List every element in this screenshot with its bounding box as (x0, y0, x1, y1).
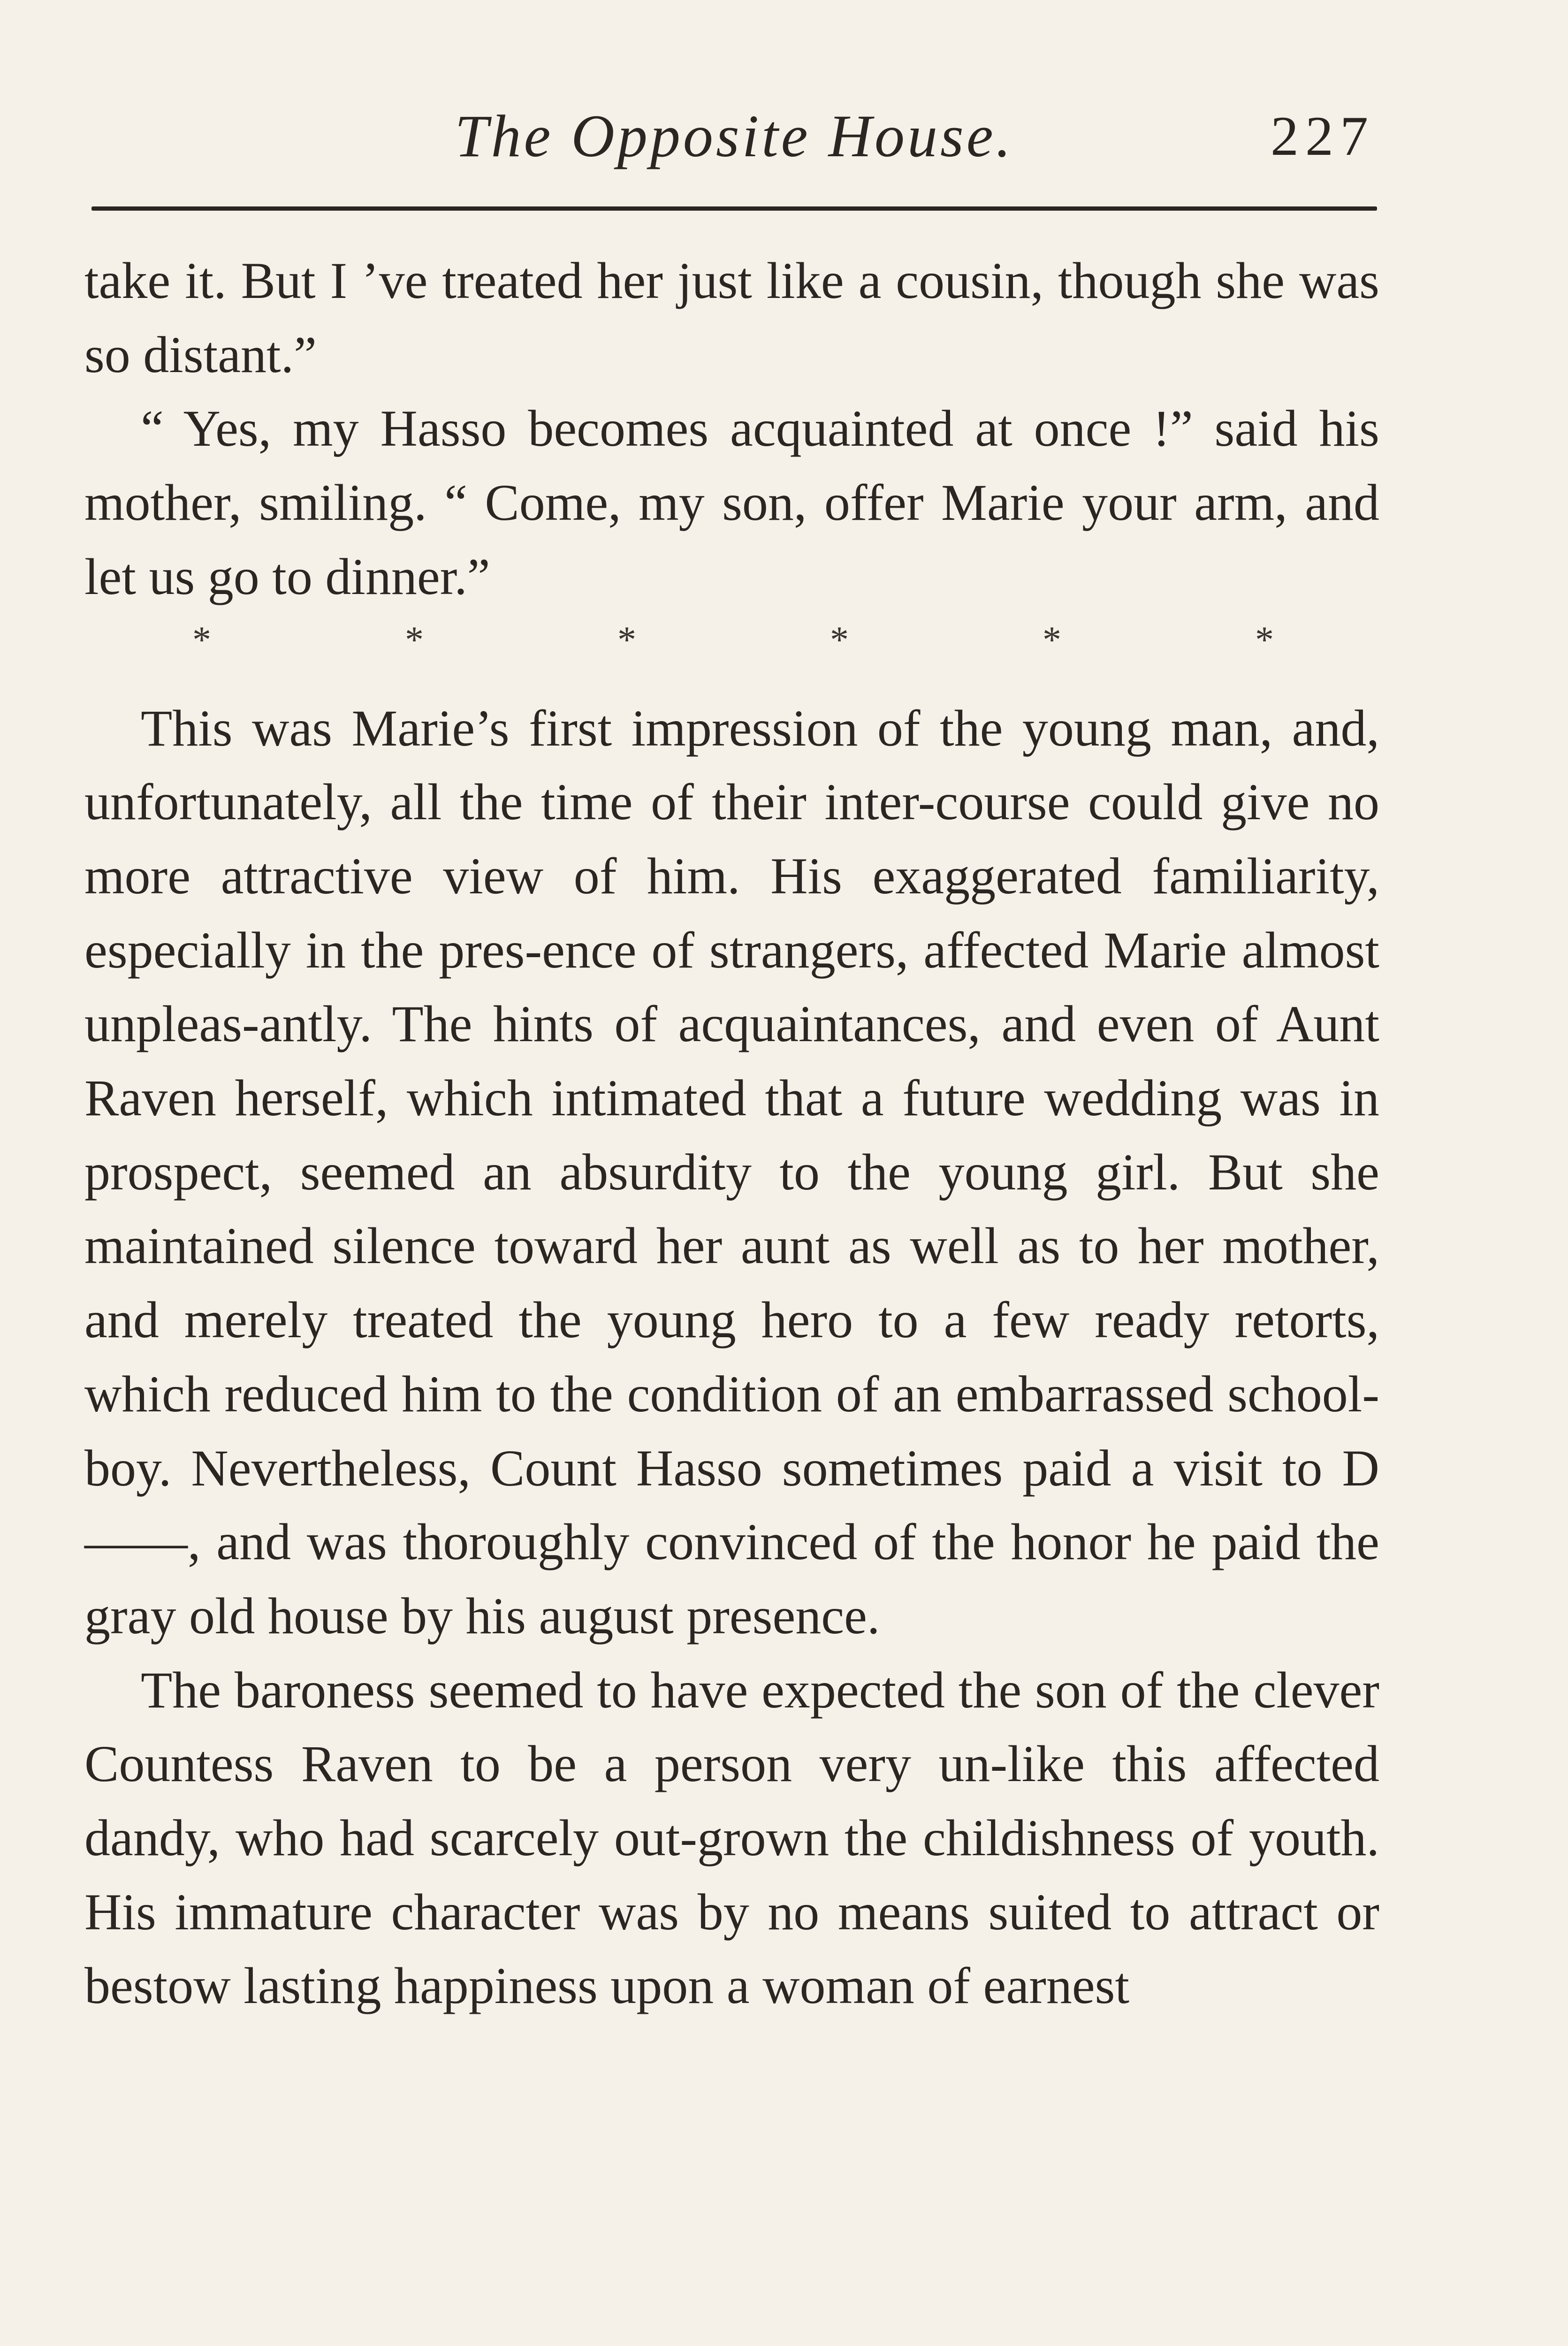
paragraph: The baroness seemed to have expected the son of the clever Countess Raven to be a person very un-like this affected dandy, who had scarcely out-grown the childishness of youth. His immature character was by no means suited to attract or bestow lasting happiness upon a woman of earnest (84, 1661, 1379, 2015)
body-text (84, 244, 1379, 2023)
running-title: The Opposite House. (455, 103, 1014, 169)
section-break (84, 614, 1379, 687)
paragraph: This was Marie’s first impression of the young man, and, unfortunately, all the time of their inter-course could give no more attractive view of him. His exaggerated familiarity, especially in the pres-ence of strangers, affected Marie almost unpleas-antly. The hints of acquaintances, and even of Aunt Raven herself, which intimated that a future wedding was in prospect, seemed an absurdity to the young girl. But she maintained silence toward her aunt as well as to her mother, and merely treated the young hero to a few ready retorts, which reduced him to the condition of an embarrassed school-boy. Nevertheless, Count Hasso sometimes paid a visit to D——, and was thoroughly convinced of the honor he paid the gray old house by his august presence. (84, 699, 1379, 1645)
asterism: * (1043, 619, 1061, 661)
asterism: * (405, 619, 424, 661)
asterism: * (1255, 619, 1274, 661)
header-rule (91, 206, 1377, 211)
asterism: * (617, 619, 636, 661)
asterism: * (192, 619, 211, 661)
running-head (84, 94, 1384, 178)
asterism: * (830, 619, 849, 661)
paragraph: “ Yes, my Hasso becomes acquainted at once !” said his mother, smiling. “ Come, my son, offer Marie your arm, and let us go to dinner.” (84, 400, 1379, 605)
paragraph-continued: take it. But I ’ve treated her just like a cousin, though she was so distant.” (84, 252, 1379, 383)
page-number: 227 (1271, 105, 1375, 167)
